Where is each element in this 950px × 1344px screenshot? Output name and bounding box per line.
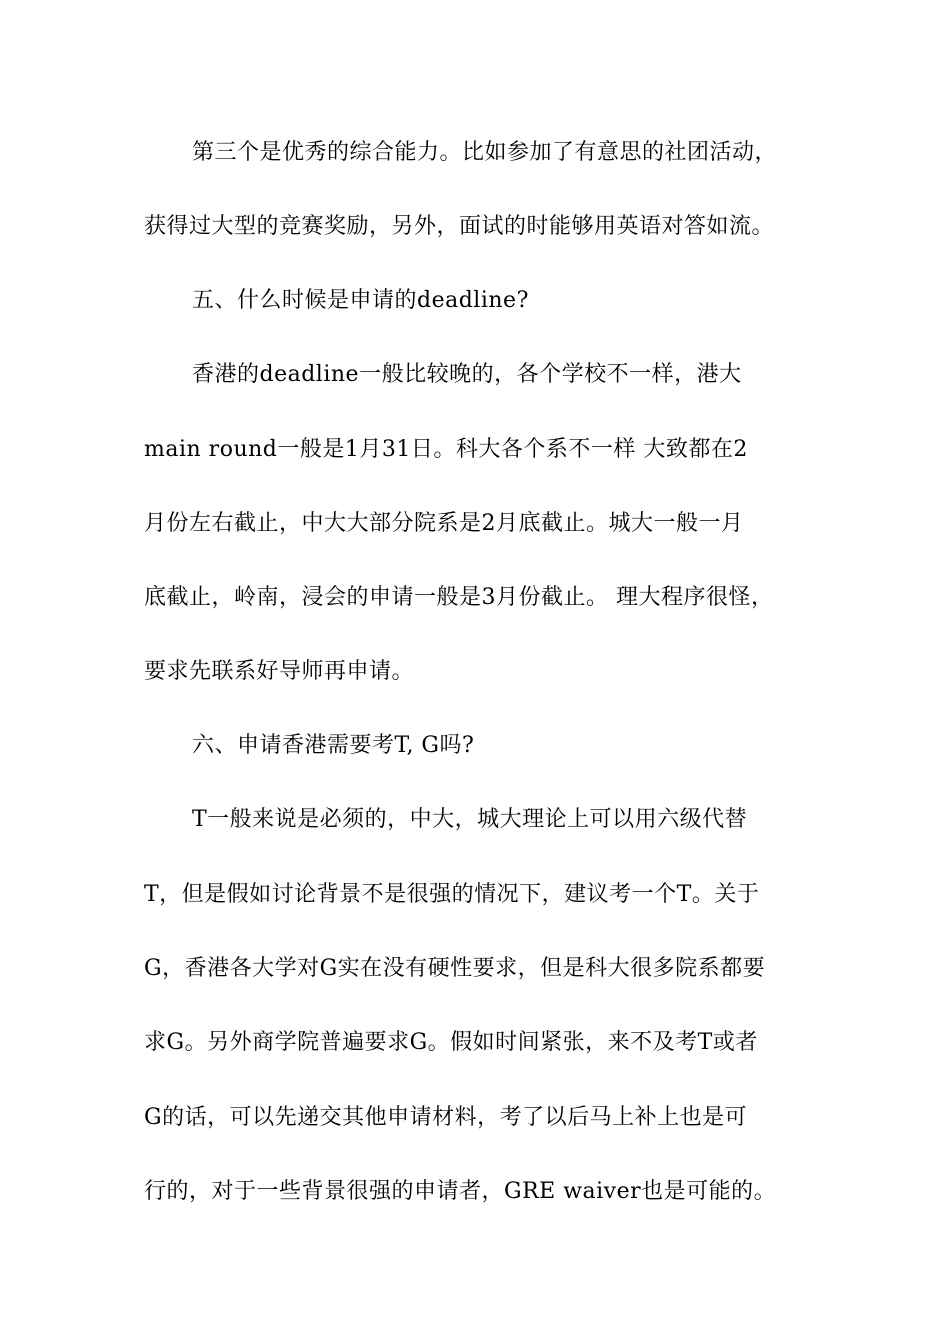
section-heading-6: 六、申请香港需要考T, G吗? xyxy=(192,733,475,758)
paragraph-line-4: main round一般是1月31日。科大各个系不一样 大致都在2 xyxy=(144,437,748,462)
paragraph-line-7: 要求先联系好导师再申请。 xyxy=(144,659,415,684)
paragraph-line-5: 月份左右截止，中大大部分院系是2月底截止。城大一般一月 xyxy=(144,511,744,536)
paragraph-line-8: T一般来说是必须的，中大，城大理论上可以用六级代替 xyxy=(192,807,748,832)
paragraph-line-2: 获得过大型的竞赛奖励，另外，面试的时能够用英语对答如流。 xyxy=(144,214,775,239)
section-heading-5: 五、什么时候是申请的deadline? xyxy=(192,288,529,313)
paragraph-line-11: 求G。另外商学院普遍要求G。假如时间紧张，来不及考T或者 xyxy=(144,1030,758,1055)
paragraph-line-12: G的话，可以先递交其他申请材料，考了以后马上补上也是可 xyxy=(144,1105,748,1130)
paragraph-line-3: 香港的deadline一般比较晚的，各个学校不一样，港大 xyxy=(192,362,742,387)
paragraph-line-10: G，香港各大学对G实在没有硬性要求，但是科大很多院系都要 xyxy=(144,956,766,981)
paragraph-line-9: T，但是假如讨论背景不是很强的情况下，建议考一个T。关于 xyxy=(144,882,760,907)
paragraph-line-6: 底截止，岭南，浸会的申请一般是3月份截止。 理大程序很怪， xyxy=(144,585,774,610)
paragraph-line-13: 行的，对于一些背景很强的申请者，GRE waiver也是可能的。 xyxy=(144,1179,777,1204)
paragraph-line-1: 第三个是优秀的综合能力。比如参加了有意思的社团活动， xyxy=(192,140,778,165)
